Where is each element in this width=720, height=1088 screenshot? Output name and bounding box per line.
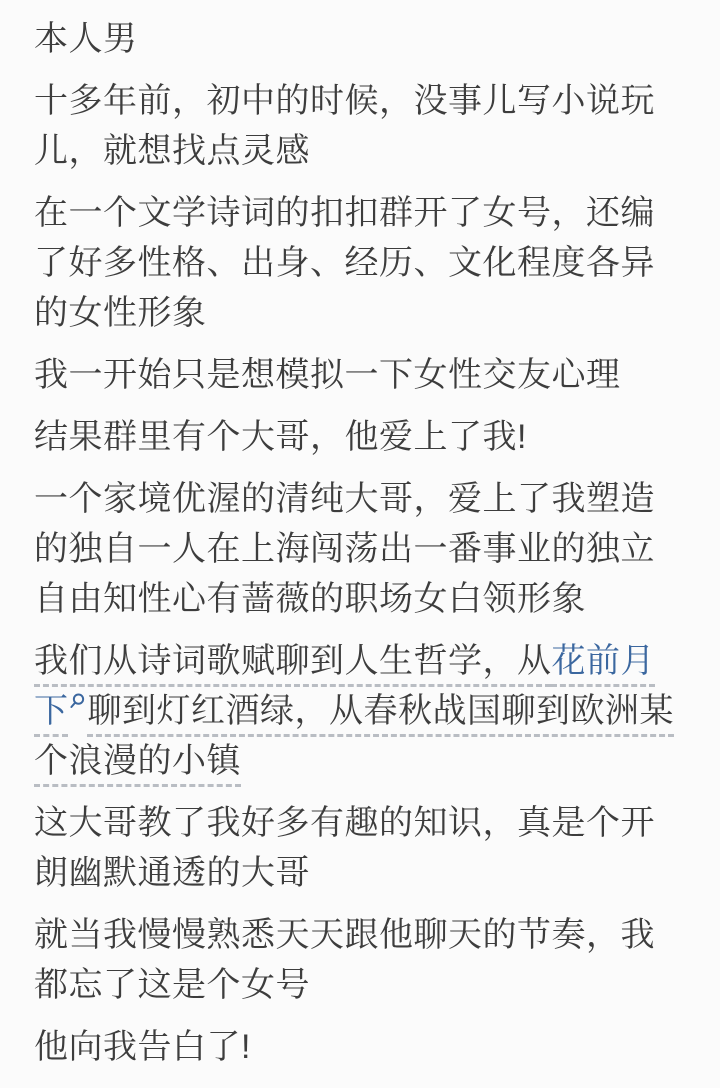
paragraph-text: 我们从诗词歌赋聊到人生哲学，从 xyxy=(34,642,552,680)
paragraph: 我一开始只是想模拟一下女性交友心理 xyxy=(34,356,621,394)
entity-link[interactable]: 花前月下 xyxy=(34,642,655,730)
paragraph: 一个家境优渥的清纯大哥，爱上了我塑造的独自一人在上海闯荡出一番事业的独立自由知性心有蔷薇的职场女白领形象 xyxy=(34,480,655,618)
paragraph: 本人男 xyxy=(34,20,138,58)
paragraph: 结果群里有个大哥，他爱上了我! xyxy=(34,418,527,456)
paragraph: 这大哥教了我好多有趣的知识，真是个开朗幽默通透的大哥 xyxy=(34,804,655,892)
paragraph: 十多年前，初中的时候，没事儿写小说玩儿，就想找点灵感 xyxy=(34,82,655,170)
paragraph: 在一个文学诗词的扣扣群开了女号，还编了好多性格、出身、经历、文化程度各异的女性形象 xyxy=(34,194,655,332)
paragraph: 就当我慢慢熟悉天天跟他聊天的节奏，我都忘了这是个女号 xyxy=(34,916,655,1004)
paragraph-text: 聊到灯红酒绿，从春秋战国聊到欧洲某个浪漫的小镇 xyxy=(34,692,674,780)
paragraph-highlighted xyxy=(34,636,686,786)
paragraph: 他向我告白了! xyxy=(34,1028,251,1066)
search-icon[interactable] xyxy=(68,692,86,710)
